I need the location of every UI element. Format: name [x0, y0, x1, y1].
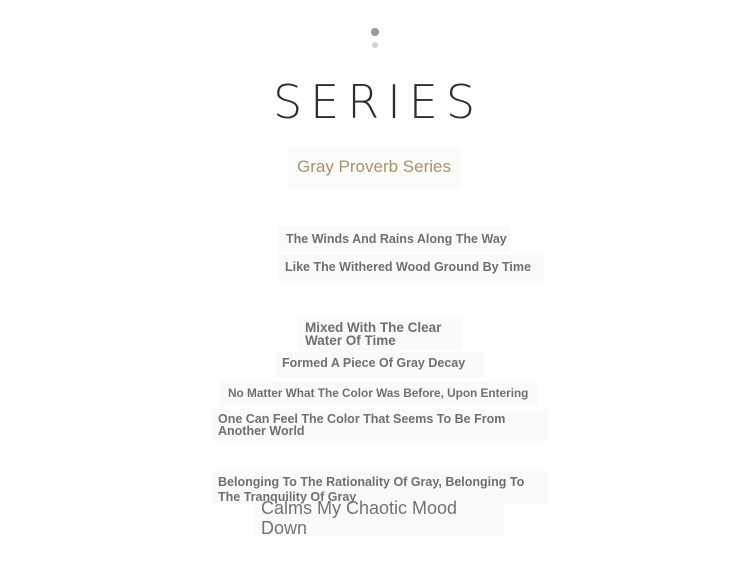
poem-line: No Matter What The Color Was Before, Upon Entering	[228, 386, 529, 400]
indicator-dot[interactable]	[372, 42, 378, 48]
poem-line: Like The Withered Wood Ground By Time	[285, 260, 531, 274]
series-subtitle: Gray Proverb Series	[297, 157, 451, 176]
poem-line: One Can Feel The Color That Seems To Be From Another World	[218, 412, 506, 438]
poem-line: Belonging To The Rationality Of Gray, Belonging To The Tranquility Of Gray	[218, 475, 525, 504]
poem-line: Mixed With The Clear Water Of Time	[305, 320, 442, 348]
poem-line: The Winds And Rains Along The Way	[286, 232, 507, 246]
indicator-dot-active[interactable]	[371, 28, 379, 36]
poem-line: Formed A Piece Of Gray Decay	[282, 356, 466, 370]
poem-line-emphasis: Calms My Chaotic Mood Down	[261, 498, 458, 538]
page-title: SERIES	[272, 75, 484, 129]
